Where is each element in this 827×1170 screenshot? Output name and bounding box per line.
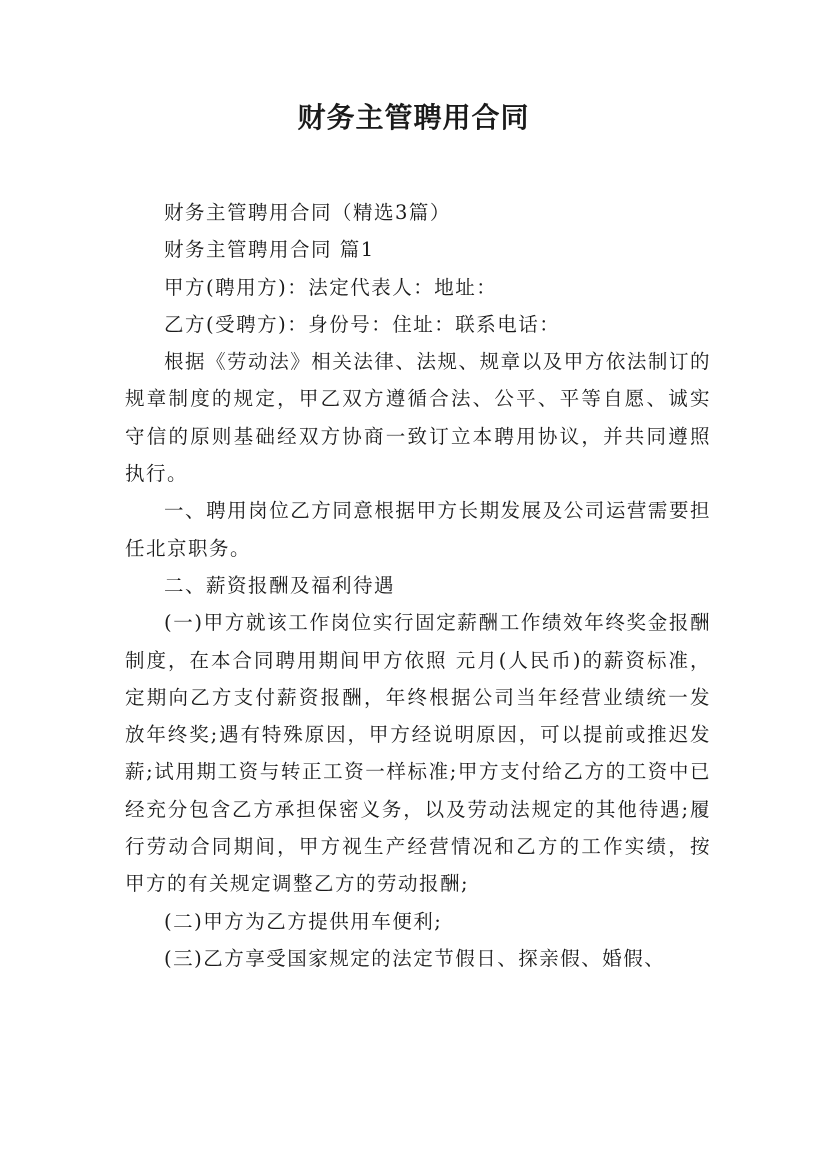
document-title: 财务主管聘用合同 bbox=[297, 101, 530, 134]
paragraph-clause-1: 一、聘用岗位乙方同意根据甲方长期发展及公司运营需要担任北京职务。 bbox=[125, 499, 711, 560]
paragraph-party-a: 甲方(聘用方)：法定代表人：地址： bbox=[164, 275, 498, 299]
paragraph-subtitle: 财务主管聘用合同（精选3篇） bbox=[164, 201, 451, 224]
paragraph-clause-2-3: (三)乙方享受国家规定的法定节假日、探亲假、婚假、 bbox=[164, 946, 666, 970]
document-body bbox=[125, 194, 711, 977]
paragraph-clause-2-2: (二)甲方为乙方提供用车便利; bbox=[164, 909, 443, 933]
paragraph-clause-2-1: (一)甲方就该工作岗位实行固定薪酬工作绩效年终奖金报酬制度，在本合同聘用期间甲方依照 元月(人民币)的薪资标准，定期向乙方支付薪资报酬，年终根据公司当年经营业绩统一发放年终奖;遇有特殊原因，甲方经说明原因，可以提前或推迟发薪;试用期工资与转正工资一样标准;甲方支付给乙方的工资中已经充分包含乙方承担保密义务，以及劳动法规定的其他待遇;履行劳动合同期间，甲方视生产经营情况和乙方的工作实绩，按甲方的有关规定调整乙方的劳动报酬; bbox=[125, 611, 711, 896]
paragraph-party-b: 乙方(受聘方)：身份号：住址：联系电话： bbox=[164, 312, 561, 336]
paragraph-section-heading: 财务主管聘用合同 篇1 bbox=[164, 238, 375, 262]
paragraph-preamble: 根据《劳动法》相关法律、法规、规章以及甲方依法制订的规章制度的规定，甲乙双方遵循合法、公平、平等自愿、诚实守信的原则基础经双方协商一致订立本聘用协议，并共同遵照执行。 bbox=[125, 350, 711, 486]
paragraph-clause-2-heading: 二、薪资报酬及福利待遇 bbox=[164, 573, 396, 597]
